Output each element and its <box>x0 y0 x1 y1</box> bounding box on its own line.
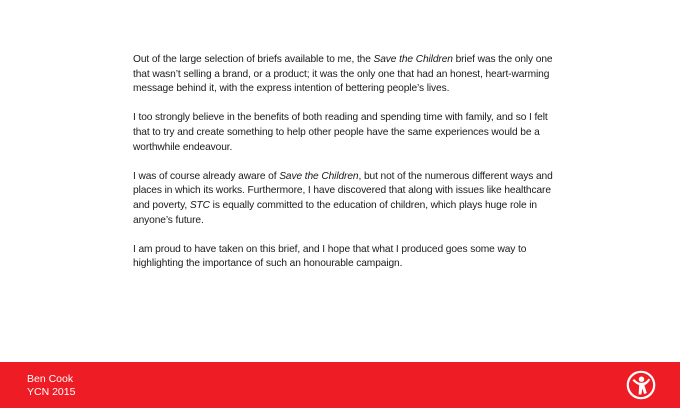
paragraph-3-italic-brand: Save the Children <box>279 170 359 182</box>
body-text <box>133 53 553 287</box>
paragraph-3 <box>133 170 553 228</box>
author-name: Ben Cook <box>27 373 74 385</box>
paragraph-3-italic-stc: STC <box>189 199 210 211</box>
paragraph-3-text-e: is equally committed to the education of children, which plays huge role in anyone’s future. <box>133 199 537 226</box>
paragraph-4: I am proud to have taken on this brief, and I hope that what I produced goes some way to highlighting the importance of such an honourable campaign. <box>133 243 527 270</box>
paragraph-2: I too strongly believe in the benefits of both reading and spending time with family, and so I felt that to try and create something to help other people have the same experiences would be a worthwhile endeavour. <box>133 112 548 153</box>
paragraph-3-text-a: I was of course already aware of <box>133 170 280 182</box>
paragraph-1-italic-brand: Save the Children <box>373 54 453 65</box>
paragraph-1-text-a: Out of the large selection of briefs available to me, the <box>133 54 374 65</box>
event-name: YCN 2015 <box>27 385 76 398</box>
footer-bar <box>0 362 680 408</box>
paragraph-1 <box>133 53 553 97</box>
footer-credit <box>27 373 75 398</box>
paragraph-1-text-c: brief was the only one that wasn’t selling a brand, or a product; it was the only one that had an honest, heart-warming message behind it, with the express intention of bettering people’s lives. <box>133 54 553 95</box>
save-the-children-logo-icon <box>626 370 656 400</box>
paragraph-3-text-c: , but not of the numerous different ways and places in which its works. Furthermore, I have discovered that along with issues like healthcare and poverty, <box>133 170 553 211</box>
